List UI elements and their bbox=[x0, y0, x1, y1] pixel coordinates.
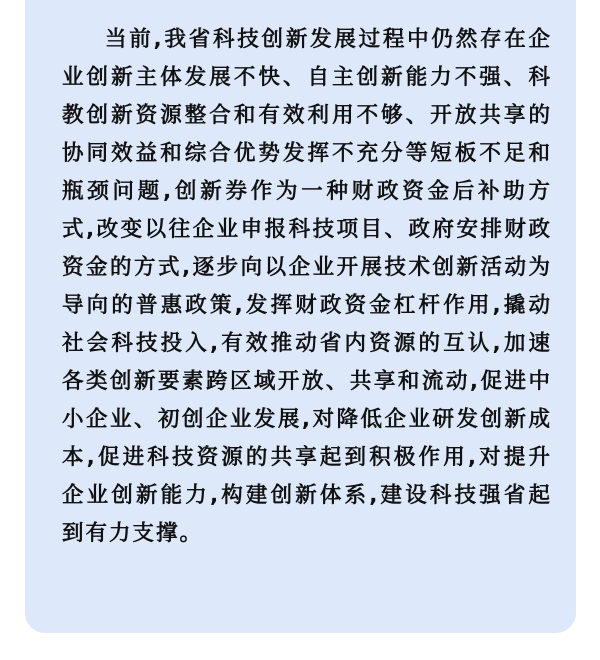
body-paragraph: 当前,我省科技创新发展过程中仍然存在企业创新主体发展不快、自主创新能力不强、科教创新资源整合和有效利用不够、开放共享的协同效益和综合优势发挥不充分等短板不足和瓶颈问题,创新券作为一种财政资金后补助方式,改变以往企业申报科技项目、政府安排财政资金的方式,逐步向以企业开展技术创新活动为导向的普惠政策,发挥财政资金杠杆作用,撬动社会科技投入,有效推动省内资源的互认,加速各类创新要素跨区域开放、共享和流动,促进中小企业、初创企业发展,对降低企业研发创新成本,促进科技资源的共享起到积极作用,对提升企业创新能力,构建创新体系,建设科技强省起到有力支撑。 bbox=[62, 27, 552, 546]
